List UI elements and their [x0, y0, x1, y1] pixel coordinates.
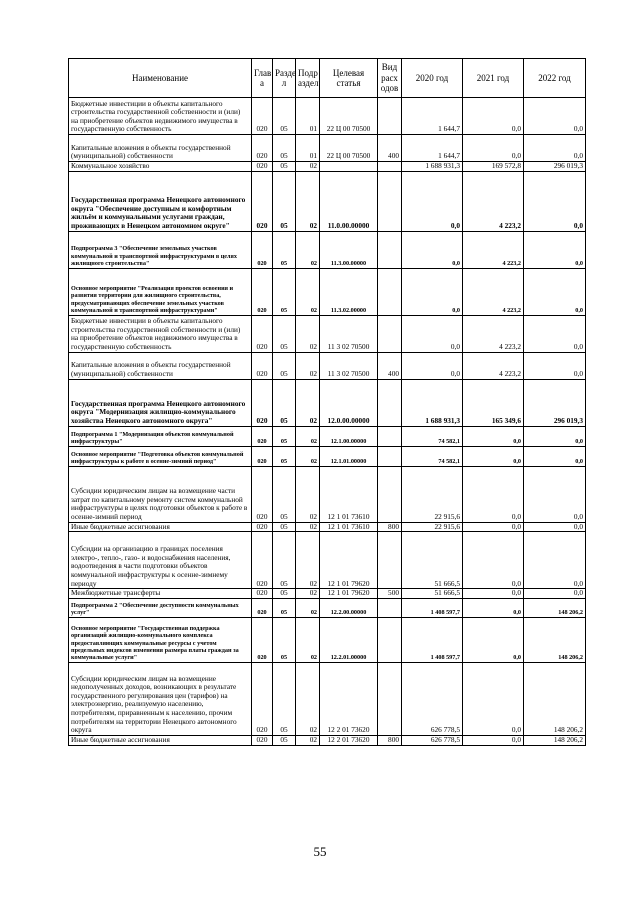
row-value-2020: 1 408 597,7	[402, 617, 463, 662]
row-value-2021: 0,0	[463, 522, 524, 532]
row-value-2022: 148 206,2	[524, 735, 586, 745]
row-value-2020: 1 408 597,7	[402, 598, 463, 617]
row-glava: 020	[252, 231, 273, 268]
row-glava: 020	[252, 171, 273, 231]
row-value-2022: 148 206,2	[524, 617, 586, 662]
row-name: Государственная программа Ненецкого автономного округа "Обеспечение доступным и комфортным жильём и коммунальными услугами граждан, проживающих в Ненецком автономном округе"	[69, 171, 252, 231]
row-glava: 020	[252, 426, 273, 446]
row-name: Подпрограмма 1 "Модернизация объектов коммунальной инфраструктуры"	[69, 426, 252, 446]
row-name: Иные бюджетные ассигнования	[69, 735, 252, 745]
table-row	[69, 617, 586, 662]
row-razdel: 05	[273, 617, 296, 662]
row-target-article: 12 2 01 73620	[320, 735, 378, 745]
row-razdel: 05	[273, 446, 296, 466]
row-value-2022: 0,0	[524, 315, 586, 352]
row-glava: 020	[252, 617, 273, 662]
row-target-article: 22 Ц 00 70500	[320, 135, 378, 162]
row-podrazdel: 02	[296, 379, 320, 426]
row-razdel: 05	[273, 589, 296, 599]
row-expense-type	[378, 171, 402, 231]
row-value-2021: 0,0	[463, 532, 524, 589]
row-razdel: 05	[273, 352, 296, 379]
row-expense-type: 400	[378, 352, 402, 379]
row-glava: 020	[252, 466, 273, 522]
row-name: Государственная программа Ненецкого автономного округа "Модернизация жилищно-коммунального хозяйства Ненецкого автономного округа"	[69, 379, 252, 426]
row-target-article: 11 3 02 70500	[320, 315, 378, 352]
row-podrazdel: 02	[296, 532, 320, 589]
row-value-2021: 0,0	[463, 426, 524, 446]
row-value-2020: 0,0	[402, 352, 463, 379]
table-row	[69, 352, 586, 379]
row-expense-type	[378, 268, 402, 315]
table-row	[69, 268, 586, 315]
header-target-article: Целевая статья	[320, 59, 378, 98]
row-target-article: 11.0.00.00000	[320, 171, 378, 231]
row-value-2022: 0,0	[524, 268, 586, 315]
row-target-article: 12 1 01 73610	[320, 466, 378, 522]
row-razdel: 05	[273, 735, 296, 745]
row-glava: 020	[252, 532, 273, 589]
row-razdel: 05	[273, 171, 296, 231]
row-value-2020: 51 666,5	[402, 532, 463, 589]
row-value-2021: 4 223,2	[463, 268, 524, 315]
header-expense-type: Вид расх одов	[378, 59, 402, 98]
row-name: Основное мероприятие "Реализация проектов освоения и развития территории для жилищного строительства, предусматривающих обеспечение земельных участков коммунальной и транспортной инфраструктурами"	[69, 268, 252, 315]
row-value-2021: 0,0	[463, 98, 524, 135]
row-name: Коммунальное хозяйство	[69, 162, 252, 172]
row-glava: 020	[252, 135, 273, 162]
row-value-2020: 0,0	[402, 268, 463, 315]
row-glava: 020	[252, 735, 273, 745]
row-razdel: 05	[273, 268, 296, 315]
row-name: Субсидии юридическим лицам на возмещение части затрат по капитальному ремонту систем коммунальной инфраструктуры в целях подготовки объектов к работе в осенне-зимний период	[69, 466, 252, 522]
row-glava: 020	[252, 98, 273, 135]
row-razdel: 05	[273, 466, 296, 522]
table-row	[69, 379, 586, 426]
table-row	[69, 662, 586, 735]
row-value-2022: 0,0	[524, 171, 586, 231]
row-expense-type: 800	[378, 735, 402, 745]
header-razdel: Разде л	[273, 59, 296, 98]
table-row	[69, 162, 586, 172]
row-name: Капитальные вложения в объекты государственной (муниципальной) собственности	[69, 135, 252, 162]
row-razdel: 05	[273, 598, 296, 617]
table-row	[69, 315, 586, 352]
row-value-2021: 165 349,6	[463, 379, 524, 426]
row-glava: 020	[252, 662, 273, 735]
row-glava: 020	[252, 352, 273, 379]
row-value-2022: 148 206,2	[524, 662, 586, 735]
table-row	[69, 466, 586, 522]
table-row	[69, 135, 586, 162]
row-value-2020: 626 778,5	[402, 735, 463, 745]
row-podrazdel: 02	[296, 617, 320, 662]
row-podrazdel: 02	[296, 598, 320, 617]
row-value-2022: 0,0	[524, 522, 586, 532]
row-podrazdel: 02	[296, 171, 320, 231]
row-razdel: 05	[273, 379, 296, 426]
row-target-article: 11.3.02.00000	[320, 268, 378, 315]
row-name: Подпрограмма 3 "Обеспечение земельных участков коммунальной и транспортной инфраструктурами в целях жилищного строительства"	[69, 231, 252, 268]
row-name: Основное мероприятие "Подготовка объектов коммунальной инфраструктуры к работе в осенне-зимний период"	[69, 446, 252, 466]
row-podrazdel: 02	[296, 268, 320, 315]
row-value-2021: 0,0	[463, 589, 524, 599]
header-row	[69, 59, 586, 98]
row-value-2021: 169 572,8	[463, 162, 524, 172]
row-razdel: 05	[273, 662, 296, 735]
row-value-2022: 296 019,3	[524, 162, 586, 172]
table-row	[69, 446, 586, 466]
row-target-article: 12 2 01 73620	[320, 662, 378, 735]
row-target-article: 12 1 01 79620	[320, 532, 378, 589]
row-value-2022: 296 019,3	[524, 379, 586, 426]
header-2020: 2020 год	[402, 59, 463, 98]
row-expense-type	[378, 662, 402, 735]
row-razdel: 05	[273, 426, 296, 446]
row-razdel: 05	[273, 162, 296, 172]
row-target-article: 12.0.00.00000	[320, 379, 378, 426]
row-name: Капитальные вложения в объекты государственной (муниципальной) собственности	[69, 352, 252, 379]
table-row	[69, 532, 586, 589]
row-podrazdel: 01	[296, 135, 320, 162]
row-name: Подпрограмма 2 "Обеспечение доступности коммунальных услуг"	[69, 598, 252, 617]
row-razdel: 05	[273, 135, 296, 162]
row-value-2020: 74 582,1	[402, 446, 463, 466]
row-value-2022: 0,0	[524, 231, 586, 268]
row-expense-type	[378, 466, 402, 522]
row-value-2021: 4 223,2	[463, 171, 524, 231]
table-row	[69, 598, 586, 617]
row-podrazdel: 02	[296, 446, 320, 466]
header-2021: 2021 год	[463, 59, 524, 98]
row-glava: 020	[252, 162, 273, 172]
row-expense-type	[378, 426, 402, 446]
row-razdel: 05	[273, 98, 296, 135]
row-value-2022: 0,0	[524, 589, 586, 599]
row-target-article: 12.2.01.00000	[320, 617, 378, 662]
row-podrazdel: 02	[296, 466, 320, 522]
row-razdel: 05	[273, 315, 296, 352]
row-target-article: 11 3 02 70500	[320, 352, 378, 379]
row-value-2021: 0,0	[463, 466, 524, 522]
row-target-article: 22 Ц 00 70500	[320, 98, 378, 135]
row-target-article: 12.1.01.00000	[320, 446, 378, 466]
row-value-2022: 0,0	[524, 426, 586, 446]
row-podrazdel: 02	[296, 426, 320, 446]
row-expense-type: 400	[378, 135, 402, 162]
row-value-2022: 0,0	[524, 446, 586, 466]
table-row	[69, 171, 586, 231]
row-target-article: 12.2.00.00000	[320, 598, 378, 617]
row-value-2020: 1 688 931,3	[402, 162, 463, 172]
row-value-2020: 0,0	[402, 231, 463, 268]
row-glava: 020	[252, 379, 273, 426]
row-podrazdel: 01	[296, 98, 320, 135]
table-row	[69, 522, 586, 532]
row-expense-type	[378, 617, 402, 662]
row-name: Субсидии на организацию в границах поселения электро-, тепло-, газо- и водоснабжения населения, водоотведения в части подготовки объектов коммунальной инфраструктуры к осенне-зимнему периоду	[69, 532, 252, 589]
row-glava: 020	[252, 315, 273, 352]
row-expense-type	[378, 231, 402, 268]
row-value-2020: 22 915,6	[402, 466, 463, 522]
row-value-2022: 0,0	[524, 352, 586, 379]
row-value-2021: 0,0	[463, 662, 524, 735]
table-row	[69, 589, 586, 599]
row-glava: 020	[252, 522, 273, 532]
row-value-2020: 626 778,5	[402, 662, 463, 735]
row-target-article: 12 1 01 73610	[320, 522, 378, 532]
budget-table	[68, 58, 586, 746]
row-value-2022: 0,0	[524, 98, 586, 135]
header-2022: 2022 год	[524, 59, 586, 98]
page-number: 55	[313, 844, 327, 859]
row-name: Бюджетные инвестиции в объекты капитального строительства государственной собственности и (или) на приобретение объектов недвижимого имущества в государственную собственность	[69, 98, 252, 135]
row-value-2020: 22 915,6	[402, 522, 463, 532]
row-glava: 020	[252, 598, 273, 617]
row-name: Субсидии юридическим лицам на возмещение недополученных доходов, возникающих в результате государственного регулирования цен (тарифов) на электроэнергию, реализуемую населению, потребителям, приравненным к населению, прочим потребителям на территории Ненецкого автономного округа	[69, 662, 252, 735]
row-value-2021: 4 223,2	[463, 231, 524, 268]
row-value-2021: 0,0	[463, 617, 524, 662]
row-value-2020: 74 582,1	[402, 426, 463, 446]
row-value-2020: 0,0	[402, 171, 463, 231]
row-expense-type	[378, 98, 402, 135]
header-name: Наименование	[69, 59, 252, 98]
row-razdel: 05	[273, 532, 296, 589]
row-value-2021: 0,0	[463, 735, 524, 745]
row-glava: 020	[252, 446, 273, 466]
row-podrazdel: 02	[296, 162, 320, 172]
row-name: Бюджетные инвестиции в объекты капитального строительства государственной собственности и (или) на приобретение объектов недвижимого имущества в государственную собственность	[69, 315, 252, 352]
row-glava: 020	[252, 268, 273, 315]
row-podrazdel: 02	[296, 735, 320, 745]
row-value-2021: 0,0	[463, 135, 524, 162]
row-target-article: 12 1 01 79620	[320, 589, 378, 599]
row-glava: 020	[252, 589, 273, 599]
row-expense-type: 500	[378, 589, 402, 599]
header-glava: Глав а	[252, 59, 273, 98]
row-expense-type	[378, 315, 402, 352]
table-row	[69, 98, 586, 135]
row-value-2022: 0,0	[524, 135, 586, 162]
row-value-2021: 4 223,2	[463, 352, 524, 379]
row-value-2020: 0,0	[402, 315, 463, 352]
row-razdel: 05	[273, 522, 296, 532]
row-podrazdel: 02	[296, 589, 320, 599]
row-podrazdel: 02	[296, 662, 320, 735]
row-value-2022: 0,0	[524, 466, 586, 522]
row-podrazdel: 02	[296, 522, 320, 532]
row-value-2021: 0,0	[463, 598, 524, 617]
row-podrazdel: 02	[296, 315, 320, 352]
row-name: Иные бюджетные ассигнования	[69, 522, 252, 532]
row-expense-type	[378, 598, 402, 617]
row-name: Основное мероприятие "Государственная поддержка организаций жилищно-коммунального комплекса предоставляющих коммунальные ресурсы с учетом предельных индексов изменения размера платы граждан за коммунальные услуги"	[69, 617, 252, 662]
row-podrazdel: 02	[296, 231, 320, 268]
row-razdel: 05	[273, 231, 296, 268]
row-value-2020: 1 688 931,3	[402, 379, 463, 426]
header-podrazdel: Подр аздел	[296, 59, 320, 98]
row-value-2020: 1 644,7	[402, 98, 463, 135]
row-target-article: 11.3.00.00000	[320, 231, 378, 268]
row-value-2022: 0,0	[524, 532, 586, 589]
row-value-2022: 148 206,2	[524, 598, 586, 617]
row-expense-type	[378, 162, 402, 172]
row-expense-type	[378, 446, 402, 466]
row-expense-type	[378, 532, 402, 589]
row-target-article	[320, 162, 378, 172]
row-expense-type	[378, 379, 402, 426]
row-value-2020: 1 644,7	[402, 135, 463, 162]
row-podrazdel: 02	[296, 352, 320, 379]
row-name: Межбюджетные трансферты	[69, 589, 252, 599]
table-row	[69, 426, 586, 446]
row-value-2021: 0,0	[463, 446, 524, 466]
row-target-article: 12.1.00.00000	[320, 426, 378, 446]
row-value-2020: 51 666,5	[402, 589, 463, 599]
row-value-2021: 4 223,2	[463, 315, 524, 352]
row-expense-type: 800	[378, 522, 402, 532]
table-row	[69, 735, 586, 745]
table-row	[69, 231, 586, 268]
